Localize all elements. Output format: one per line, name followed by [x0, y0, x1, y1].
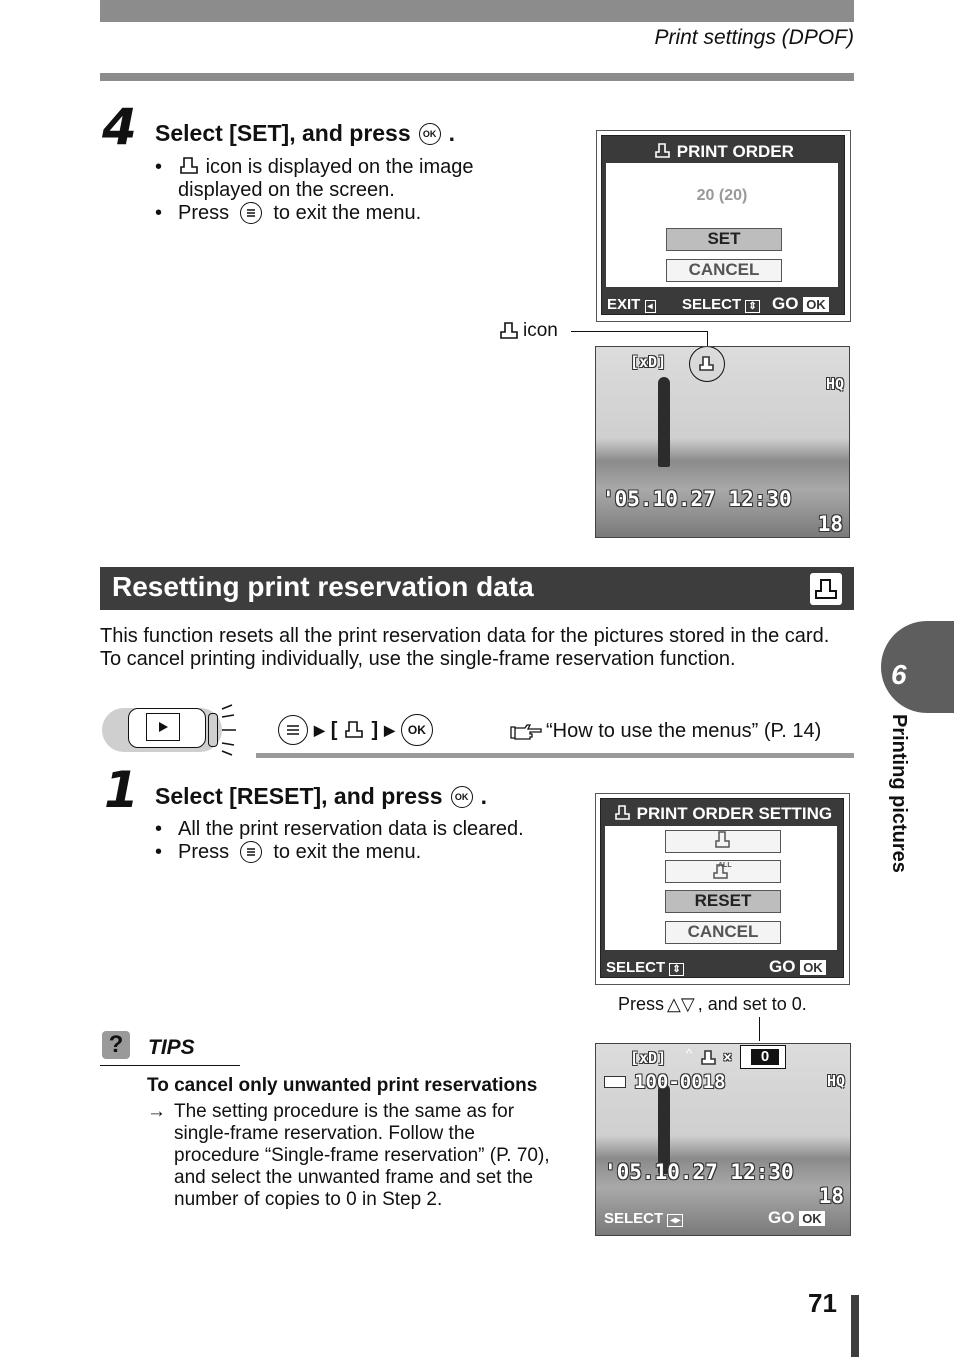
- tips-heading: To cancel only unwanted print reservations: [147, 1075, 538, 1096]
- page-marker: [851, 1295, 859, 1357]
- running-header: Print settings (DPOF): [654, 26, 854, 49]
- print-icon: [178, 156, 200, 176]
- select-hint: SELECT ⇕: [606, 959, 684, 976]
- tree: [658, 377, 670, 467]
- step-title: Select [SET], and press OK .: [155, 120, 456, 146]
- question-icon: ?: [102, 1031, 130, 1059]
- caption-text: , and set to 0.: [697, 994, 807, 1014]
- screen-title-text: PRINT ORDER SETTING: [636, 804, 833, 823]
- file-number: 100-0018: [634, 1071, 726, 1093]
- tips-body: [147, 1101, 550, 1211]
- set-button[interactable]: SET: [666, 228, 782, 251]
- menu-button-icon: [240, 841, 262, 863]
- bullet-text: Press: [178, 841, 230, 863]
- select-hint: SELECT ⇕: [682, 296, 760, 313]
- callout-line: [571, 331, 708, 332]
- intro-paragraph: [100, 625, 860, 671]
- copies-photo: [595, 1043, 851, 1236]
- print-count: 20 (20): [696, 187, 748, 204]
- print-icon: [343, 720, 365, 740]
- tips-line: number of copies to 0 in Step 2.: [174, 1189, 443, 1210]
- card-indicator: [xD]: [630, 1049, 667, 1067]
- header-rule: [100, 73, 854, 81]
- tips-rule: [100, 1065, 240, 1066]
- exit-label: EXIT: [607, 296, 641, 313]
- cancel-button[interactable]: CANCEL: [666, 259, 782, 282]
- ok-badge: OK: [799, 1211, 825, 1226]
- tips-line: and select the unwanted frame and set the: [174, 1167, 534, 1188]
- bracket: ]: [371, 718, 379, 741]
- all-label: ALL: [718, 862, 732, 869]
- reset-button[interactable]: RESET: [665, 890, 781, 913]
- section-header: [100, 567, 854, 610]
- step-title-text: Select [SET], and press: [155, 120, 411, 146]
- print-order-screen: [596, 130, 851, 322]
- step1-bullets: • All the print reservation data is cleared. • Press to exit the menu.: [155, 818, 524, 863]
- print-icon: [654, 143, 672, 159]
- caption-line: [759, 1017, 760, 1041]
- tips-line: The setting procedure is the same as for: [174, 1101, 515, 1122]
- quality-indicator: HQ: [826, 1072, 845, 1090]
- step-title: Select [RESET], and press OK .: [155, 783, 487, 809]
- copies-box: [740, 1045, 786, 1069]
- page-number: 71: [808, 1288, 837, 1318]
- ok-button-icon: OK: [419, 123, 441, 145]
- print-icon: [689, 346, 725, 382]
- pointing-hand-icon: [510, 722, 544, 742]
- cancel-button[interactable]: CANCEL: [665, 921, 781, 944]
- go-hint: [769, 957, 826, 977]
- up-down-arrows-icon: △▽: [667, 994, 695, 1014]
- caption-text: Press: [618, 994, 665, 1014]
- bullet-text: to exit the menu.: [273, 841, 422, 863]
- date-time: '05.10.27 12:30: [602, 487, 792, 511]
- exit-hint: EXIT ◂: [607, 296, 656, 313]
- go-hint: [772, 294, 829, 314]
- arrow-right-icon: ▶: [384, 721, 395, 738]
- all-print-option[interactable]: [665, 860, 781, 883]
- reference-link[interactable]: [510, 720, 821, 743]
- menu-button-icon: [240, 202, 262, 224]
- section-title: Resetting print reservation data: [112, 571, 534, 602]
- intro-line: To cancel printing individually, use the single-frame reservation function.: [100, 648, 736, 670]
- screen-title: [602, 142, 846, 162]
- ok-badge: OK: [803, 297, 829, 312]
- card-indicator: [xD]: [630, 353, 667, 371]
- times-icon: ×: [723, 1048, 733, 1066]
- arrow-icon: →: [147, 1101, 166, 1122]
- ok-badge: OK: [800, 960, 826, 975]
- screen-title: [601, 804, 845, 824]
- mode-dial-icon: [102, 705, 234, 755]
- playback-photo: [595, 346, 850, 538]
- print-icon: [810, 573, 842, 605]
- header-bar: [100, 0, 854, 22]
- ok-button-icon: OK: [451, 786, 473, 808]
- print-icon: [714, 831, 732, 849]
- up-arrow-icon: ^: [686, 1046, 693, 1061]
- single-print-option[interactable]: [665, 830, 781, 853]
- callout-line: [707, 331, 708, 346]
- quality-indicator: HQ: [825, 375, 844, 393]
- bullet-text: Press: [178, 202, 230, 224]
- reference-text: “How to use the menus” (P. 14): [546, 720, 822, 742]
- select-label: SELECT: [604, 1210, 664, 1227]
- bracket: [: [330, 718, 338, 741]
- select-hint: SELECT ◂▸: [604, 1210, 683, 1227]
- go-label: GO: [769, 957, 796, 976]
- print-icon: [614, 805, 632, 821]
- step-number: 4: [102, 98, 137, 156]
- select-label: SELECT: [682, 296, 742, 313]
- date-time: '05.10.27 12:30: [604, 1160, 794, 1184]
- step4-bullets: • icon is displayed on the image displayed on the screen. • Press to exit the menu.: [155, 156, 474, 224]
- tips-label: TIPS: [148, 1036, 195, 1059]
- go-hint: [768, 1208, 825, 1228]
- screen-body: [606, 163, 838, 287]
- bullet-text: to exit the menu.: [273, 202, 422, 224]
- bullet-text: All the print reservation data is cleared.: [178, 818, 524, 840]
- menu-path-rule: [256, 753, 854, 758]
- playback-icon: [146, 713, 180, 741]
- memory-icon: [604, 1076, 626, 1088]
- ok-button-icon: OK: [401, 714, 433, 746]
- go-label: GO: [768, 1208, 795, 1227]
- screen-body: [605, 826, 837, 950]
- select-label: SELECT: [606, 959, 666, 976]
- screen-title-text: PRINT ORDER: [676, 142, 794, 161]
- menu-button-icon: [278, 715, 308, 745]
- frame-count: 18: [817, 512, 843, 536]
- icon-callout: [499, 320, 558, 342]
- arrow-right-icon: ▶: [314, 721, 325, 738]
- photo-caption: [618, 994, 807, 1015]
- print-icon: [700, 1050, 718, 1066]
- frame-count: 18: [818, 1184, 844, 1208]
- step-number: 1: [104, 761, 139, 819]
- step-title-text: Select [RESET], and press: [155, 783, 443, 809]
- menu-path: [278, 714, 433, 746]
- chapter-number: 6: [891, 659, 907, 690]
- bullet-text: displayed on the screen.: [178, 179, 395, 201]
- copies-value: 0: [751, 1049, 779, 1065]
- tips-line: procedure “Single-frame reservation” (P. 70),: [174, 1145, 550, 1166]
- intro-line: This function resets all the print reservation data for the pictures stored in the card.: [100, 625, 830, 647]
- bullet-text: icon is displayed on the image: [205, 156, 474, 178]
- callout-label: icon: [523, 320, 558, 341]
- tips-line: single-frame reservation. Follow the: [174, 1123, 475, 1144]
- go-label: GO: [772, 294, 799, 313]
- print-order-setting-screen: [595, 793, 850, 985]
- print-icon: [499, 322, 519, 340]
- chapter-tab: [881, 621, 954, 713]
- chapter-label: Printing pictures: [888, 714, 910, 873]
